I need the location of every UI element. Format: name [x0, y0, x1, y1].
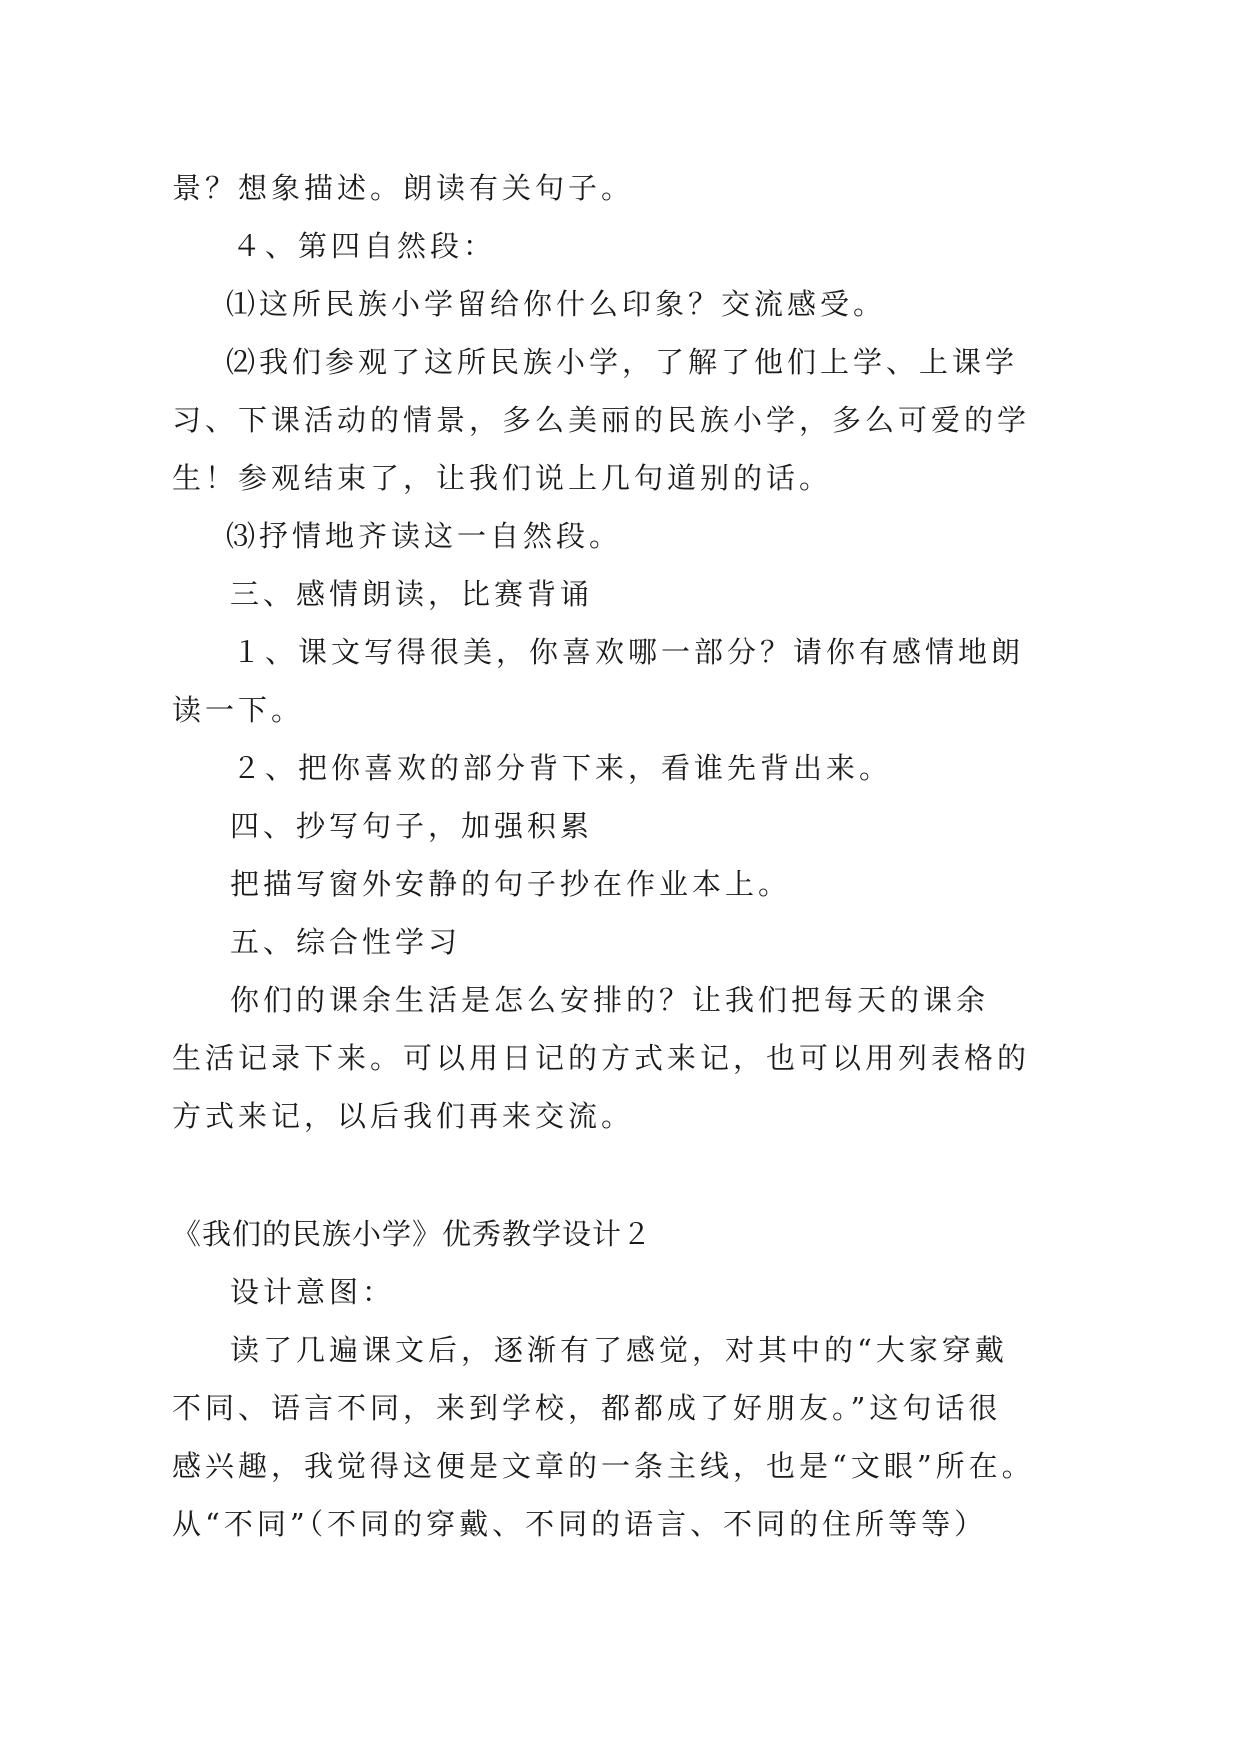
text-line: 景？想象描述。朗读有关句子。 [172, 171, 635, 205]
text-line: 生活记录下来。可以用日记的方式来记，也可以用列表格的 [172, 1041, 1031, 1075]
text-line: ４、第四自然段： [232, 229, 497, 263]
text-line: ⑴这所民族小学留给你什么印象？交流感受。 [226, 287, 887, 321]
text-line: １、课文写得很美，你喜欢哪一部分？请你有感情地朗 [232, 635, 1025, 669]
text-line: 方式来记，以后我们再来交流。 [172, 1099, 635, 1133]
text-line: 读一下。 [172, 693, 305, 727]
text-line: 从“不同”（不同的穿戴、不同的语言、不同的住所等等） [172, 1507, 988, 1541]
text-line: 不同、语言不同，来到学校，都都成了好朋友。”这句话很 [172, 1391, 1002, 1425]
section-heading: 五、综合性学习 [230, 925, 462, 959]
section-heading: 四、抄写句子，加强积累 [230, 809, 594, 843]
section-heading: 三、感情朗读，比赛背诵 [230, 577, 594, 611]
text-line: 把描写窗外安静的句子抄在作业本上。 [230, 867, 792, 901]
text-line: 感兴趣，我觉得这便是文章的一条主线，也是“文眼”所在。 [172, 1449, 1035, 1483]
text-line: ⑵我们参观了这所民族小学，了解了他们上学、上课学 [226, 345, 1019, 379]
text-line: 习、下课活动的情景，多么美丽的民族小学，多么可爱的学 [172, 403, 1031, 437]
text-line: ２、把你喜欢的部分背下来，看谁先背出来。 [232, 751, 893, 785]
text-line: ⑶抒情地齐读这一自然段。 [226, 519, 623, 553]
section-heading: 设计意图： [230, 1275, 396, 1309]
text-line: 生！参观结束了，让我们说上几句道别的话。 [172, 461, 833, 495]
text-line: 你们的课余生活是怎么安排的？让我们把每天的课余 [230, 983, 990, 1017]
document-title: 《我们的民族小学》优秀教学设计２ [172, 1217, 653, 1251]
text-line: 读了几遍课文后，逐渐有了感觉，对其中的“大家穿戴 [230, 1333, 1008, 1367]
